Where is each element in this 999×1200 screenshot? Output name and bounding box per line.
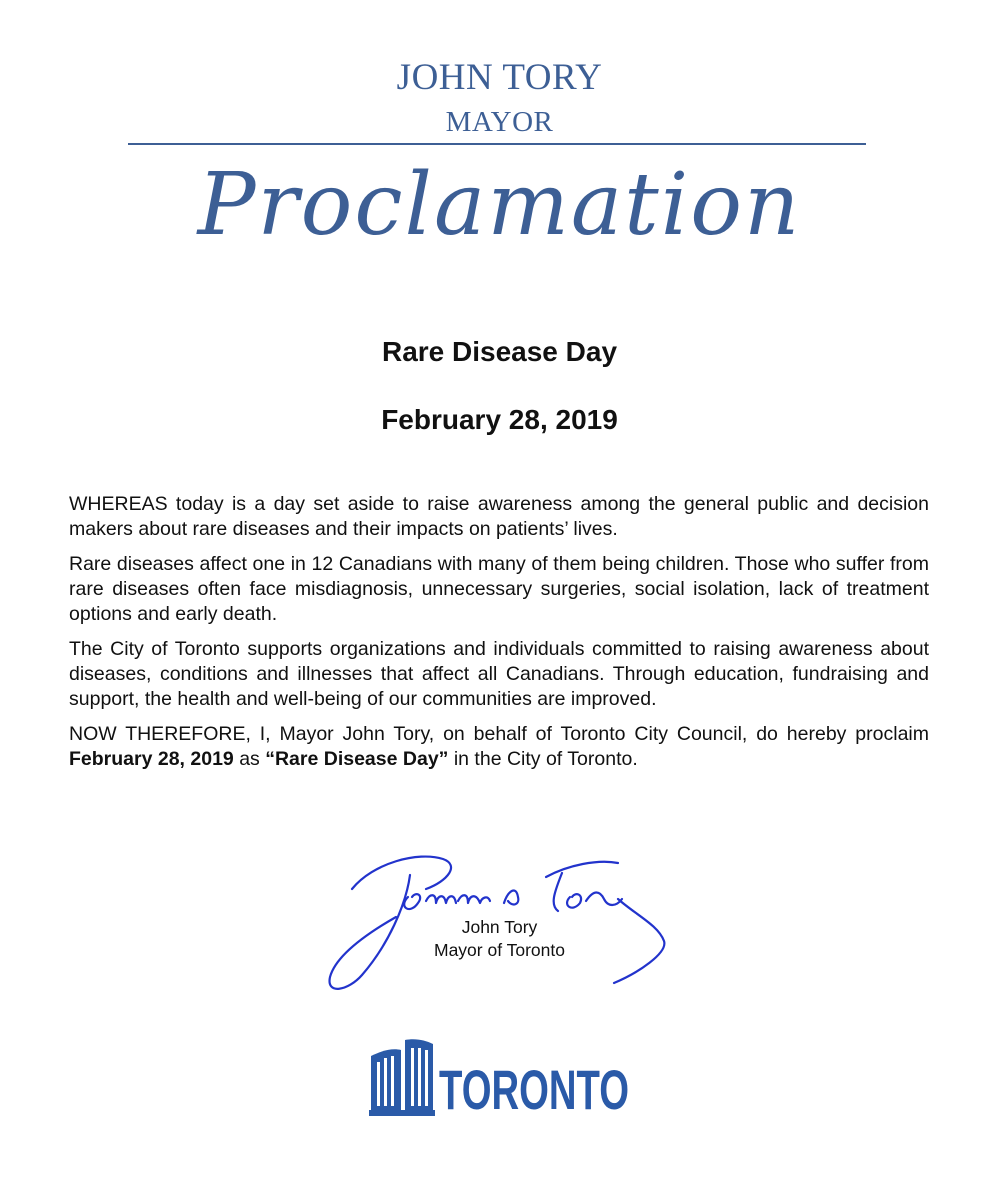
proclamation-date: February 28, 2019 — [381, 404, 618, 435]
proclamation-heading: Proclamation — [197, 155, 802, 255]
toronto-city-hall-icon — [369, 1039, 435, 1116]
toronto-logo — [369, 1036, 631, 1121]
signer-name: John Tory — [461, 917, 538, 937]
proclaim-day-name: “Rare Disease Day” — [265, 748, 449, 770]
rare-diseases-paragraph: Rare diseases affect one in 12 Canadians with many of them being children. Those who suffer from rare diseases often face misdiagnosis, unnecessary surgeries, social isolation, lack of treatment options and early death. — [69, 553, 929, 625]
proclaim-date: February 28, 2019 — [69, 748, 234, 770]
proclaim-paragraph — [69, 722, 929, 772]
signer-role: Mayor of Toronto — [434, 940, 565, 960]
letterhead-rule — [128, 143, 866, 145]
proclaim-text-1: NOW THEREFORE, I, Mayor John Tory, on behalf of Toronto City Council, do hereby proclaim — [69, 723, 929, 745]
proclaim-text-2: as — [233, 748, 266, 770]
letterhead-title: MAYOR — [445, 106, 554, 138]
whereas-paragraph: WHEREAS today is a day set aside to raise awareness among the general public and decision makers about rare diseases and their impacts on patients’ lives. — [69, 493, 929, 540]
letterhead-name: JOHN TORY — [396, 57, 603, 98]
toronto-wordmark: TORONTO — [439, 1058, 629, 1121]
proclamation-title: Rare Disease Day — [381, 336, 618, 367]
proclaim-text-3: in the City of Toronto. — [448, 748, 638, 770]
proclamation-body — [69, 492, 929, 782]
city-support-paragraph: The City of Toronto supports organizations and individuals committed to raising awareness about diseases, conditions and illnesses that affect all Canadians. Through education, fundraising and support, the health and well-being of our communities are improved. — [69, 638, 929, 710]
